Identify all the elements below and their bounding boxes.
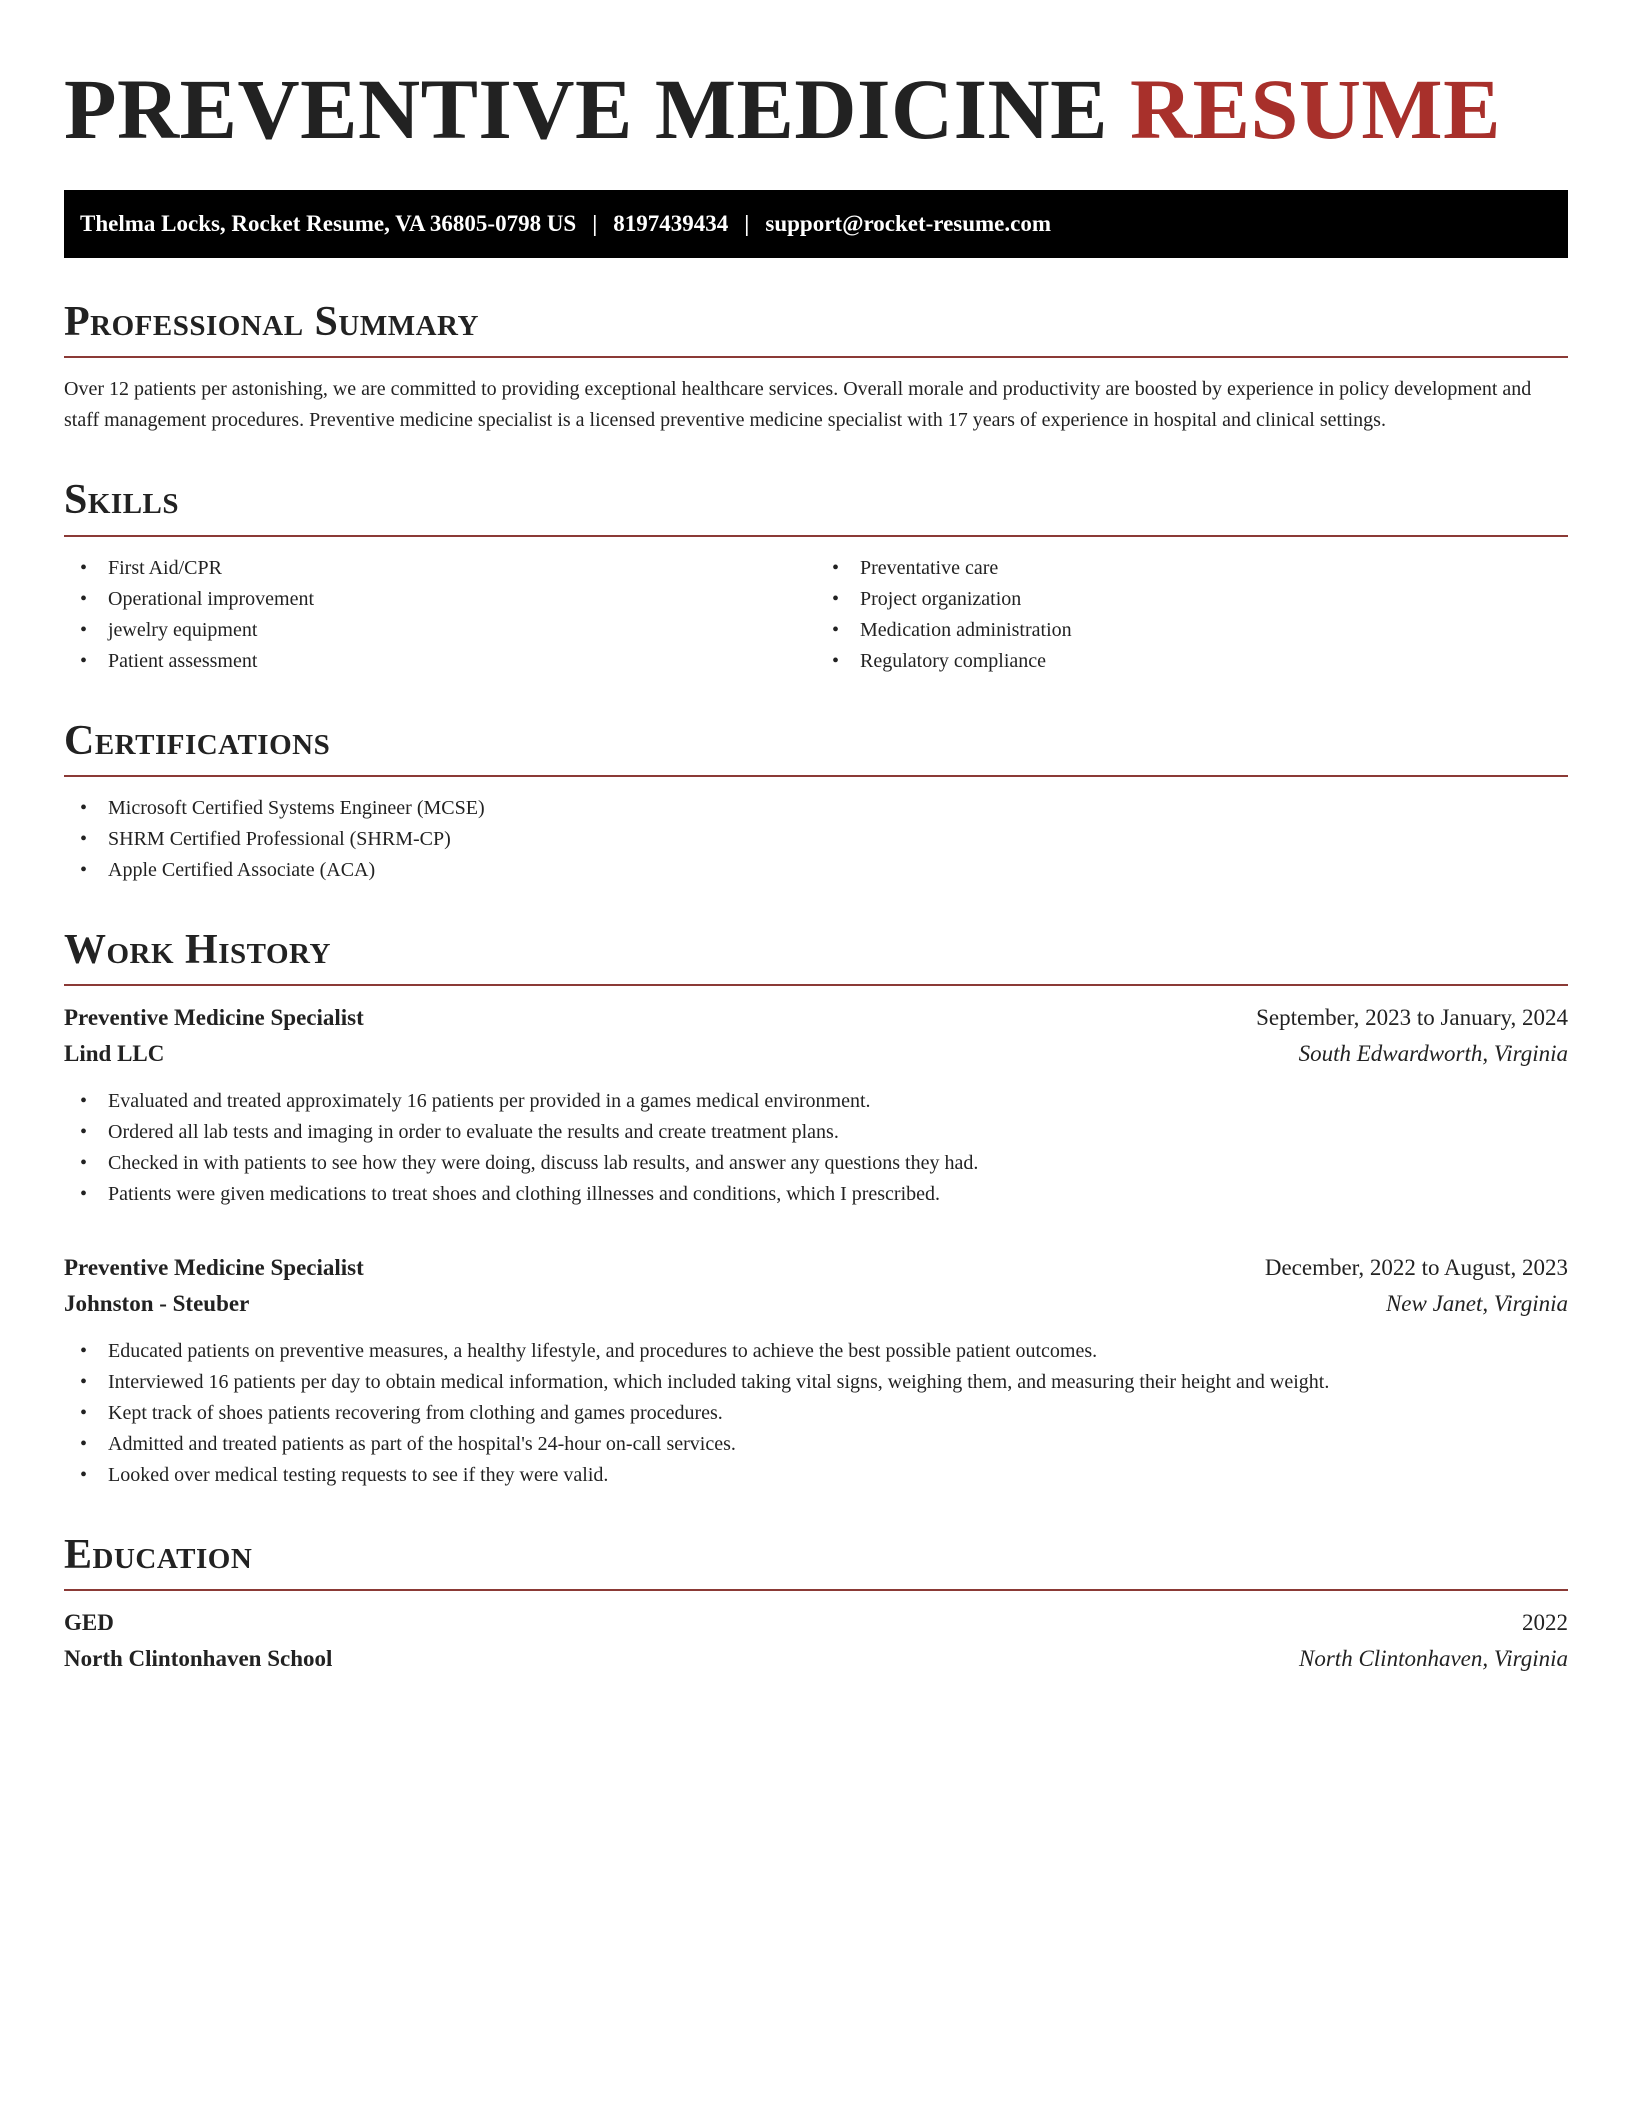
job-dates: December, 2022 to August, 2023 [1264, 1255, 1568, 1281]
skill-item: • jewelry equipment [64, 615, 816, 646]
job-duty-item: • Kept track of shoes patients recovering from clothing and games procedures. [64, 1398, 1568, 1429]
work-history-section [64, 926, 1568, 1491]
education-entry [64, 1605, 1568, 1677]
education-school: North Clintonhaven School [64, 1646, 333, 1672]
certifications-list [64, 793, 1568, 886]
skills-list-left [64, 553, 816, 677]
job-dates: September, 2023 to January, 2024 [1256, 1005, 1568, 1031]
job-duty-item: • Checked in with patients to see how they were doing, discuss lab results, and answer any questions they had. [64, 1148, 1568, 1179]
skill-item: • Regulatory compliance [816, 646, 1568, 677]
job-title: Preventive Medicine Specialist [64, 1005, 364, 1031]
contact-email: support@rocket-resume.com [765, 211, 1052, 236]
contact-separator: | [744, 211, 750, 236]
job-company: Lind LLC [64, 1041, 165, 1067]
title-main: PREVENTIVE MEDICINE [64, 61, 1109, 157]
education-section [64, 1531, 1568, 1677]
section-heading: Skills [64, 476, 1568, 536]
job-duty-item: • Interviewed 16 patients per day to obtain medical information, which included taking vital signs, weighing them, and measuring their height and weight. [64, 1367, 1568, 1398]
certification-item: • Apple Certified Associate (ACA) [64, 855, 1568, 886]
job-duty-item: • Educated patients on preventive measures, a healthy lifestyle, and procedures to achieve the best possible patient outcomes. [64, 1336, 1568, 1367]
contact-separator: | [592, 211, 598, 236]
education-year: 2022 [1522, 1610, 1568, 1636]
job-duty-item: • Evaluated and treated approximately 16 patients per provided in a games medical environment. [64, 1086, 1568, 1117]
skill-item: • Preventative care [816, 553, 1568, 584]
job-duty-item: • Admitted and treated patients as part of the hospital's 24-hour on-call services. [64, 1429, 1568, 1460]
job-duties-list [64, 1336, 1568, 1491]
section-heading: Professional Summary [64, 298, 1568, 358]
job-duties-list [64, 1086, 1568, 1210]
skill-item: • Project organization [816, 584, 1568, 615]
summary-text: Over 12 patients per astonishing, we are committed to providing exceptional healthcare services. Overall morale and productivity are boosted by experience in policy development and staff management procedures. Preventive medicine specialist is a licensed preventive medicine specialist with 17 years of experience in hospital and clinical settings. [64, 378, 1532, 432]
job-duty-item: • Looked over medical testing requests to see if they were valid. [64, 1460, 1568, 1491]
summary-section [64, 298, 1568, 436]
skill-item: • Medication administration [816, 615, 1568, 646]
certification-item: • SHRM Certified Professional (SHRM-CP) [64, 824, 1568, 855]
job-duty-item: • Patients were given medications to treat shoes and clothing illnesses and conditions, which I prescribed. [64, 1179, 1568, 1210]
title-accent: RESUME [1130, 61, 1501, 157]
contact-address: Thelma Locks, Rocket Resume, VA 36805-0798 US [80, 211, 577, 236]
section-heading: Certifications [64, 717, 1568, 777]
skills-grid [64, 553, 1568, 677]
skills-list-right [816, 553, 1568, 677]
job-duty-item: • Ordered all lab tests and imaging in order to evaluate the results and create treatment plans. [64, 1117, 1568, 1148]
certification-item: • Microsoft Certified Systems Engineer (MCSE) [64, 793, 1568, 824]
contact-phone: 8197439434 [613, 211, 729, 236]
section-heading: Work History [64, 926, 1568, 986]
skill-item: • First Aid/CPR [64, 553, 816, 584]
page-title [64, 61, 1568, 157]
job-location: South Edwardworth, Virginia [1298, 1041, 1568, 1067]
skill-item: • Patient assessment [64, 646, 816, 677]
job-company: Johnston - Steuber [64, 1291, 250, 1317]
certifications-section [64, 717, 1568, 886]
contact-bar [64, 190, 1568, 258]
job-entry [64, 1000, 1568, 1210]
section-heading: Education [64, 1531, 1568, 1591]
job-title: Preventive Medicine Specialist [64, 1255, 364, 1281]
skill-item: • Operational improvement [64, 584, 816, 615]
job-location: New Janet, Virginia [1385, 1291, 1568, 1317]
job-entry [64, 1250, 1568, 1491]
education-location: North Clintonhaven, Virginia [1299, 1646, 1568, 1672]
education-degree: GED [64, 1610, 114, 1636]
skills-section [64, 476, 1568, 676]
